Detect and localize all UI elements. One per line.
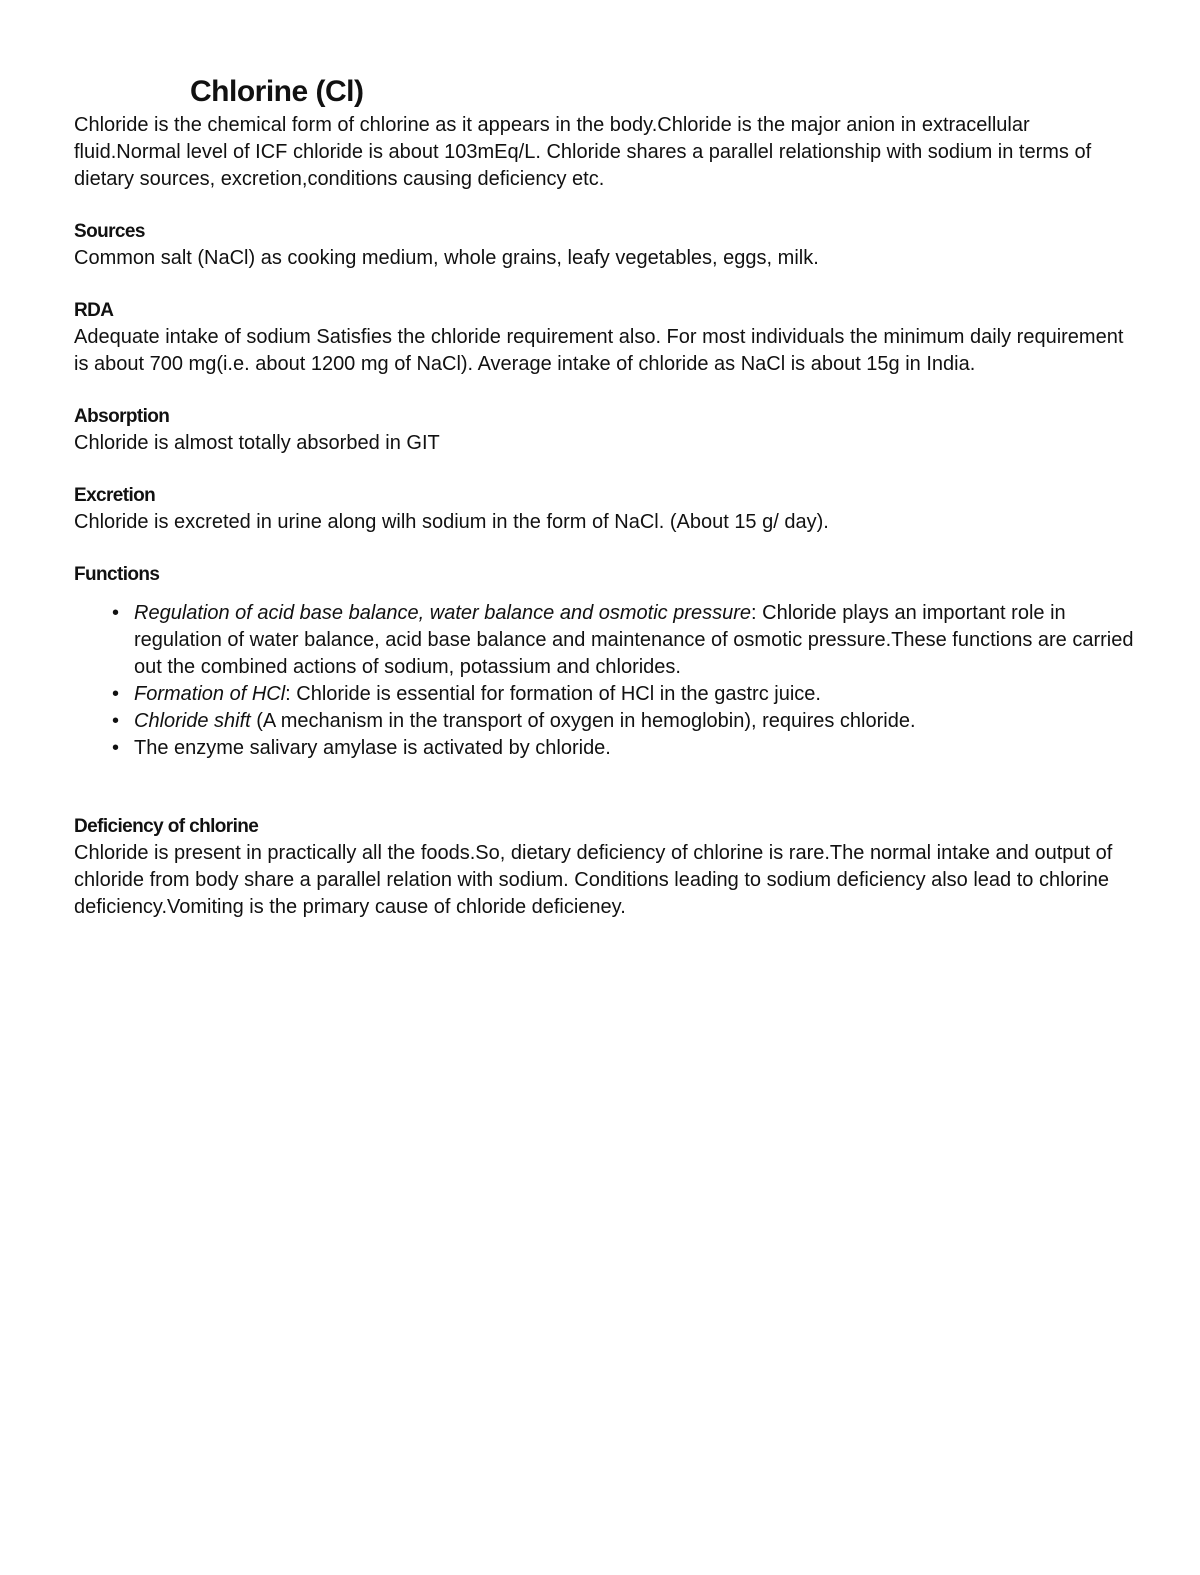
list-item — [112, 708, 1134, 735]
list-item — [112, 735, 1134, 762]
list-item — [112, 600, 1134, 681]
list-item-emphasis: Formation of HCl — [134, 683, 286, 705]
sources-text: Common salt (NaCl) as cooking medium, whole grains, leafy vegetables, eggs, milk. — [74, 247, 819, 269]
functions-heading: Functions — [74, 564, 160, 585]
document-page — [74, 72, 1134, 921]
bullet-icon: • — [112, 737, 120, 759]
sources-heading: Sources — [74, 221, 145, 242]
absorption-text: Chloride is almost totally absorbed in GIT — [74, 432, 440, 454]
list-item-text: : Chloride is essential for formation of HCl in the gastrc juice. — [285, 683, 821, 705]
rda-section — [74, 298, 1134, 378]
list-item — [112, 681, 1134, 708]
list-item-text: The enzyme salivary amylase is activated by chloride. — [134, 737, 611, 759]
bullet-icon: • — [112, 710, 120, 732]
absorption-section — [74, 404, 1134, 457]
list-item-emphasis: Chloride shift — [134, 710, 251, 732]
functions-list — [74, 600, 1134, 762]
rda-heading: RDA — [74, 300, 114, 321]
excretion-heading: Excretion — [74, 485, 156, 506]
excretion-text: Chloride is excreted in urine along wilh sodium in the form of NaCl. (About 15 g/ day). — [74, 511, 829, 533]
bullet-icon: • — [112, 683, 120, 705]
functions-section — [74, 562, 1134, 762]
bullet-icon: • — [112, 602, 120, 624]
excretion-section — [74, 483, 1134, 536]
absorption-heading: Absorption — [74, 406, 170, 427]
intro-paragraph: Chloride is the chemical form of chlorine as it appears in the body.Chloride is the major anion in extracellular fluid.Normal level of ICF chloride is about 103mEq/L. Chloride shares a parallel relationship with sodium in terms of dietary sources, excretion,conditions causing deficiency etc. — [74, 114, 1092, 190]
deficiency-section — [74, 814, 1134, 921]
rda-text: Adequate intake of sodium Satisfies the chloride requirement also. For most individuals the minimum daily requirement is about 700 mg(i.e. about 1200 mg of NaCl). Average intake of chloride as NaCl is about 15g in India. — [74, 326, 1124, 375]
list-item-emphasis: Regulation of acid base balance, water balance and osmotic pressure — [134, 602, 752, 624]
page-title: Chlorine (Cl) — [190, 75, 364, 108]
deficiency-heading: Deficiency of chlorine — [74, 816, 259, 837]
sources-section — [74, 219, 1134, 272]
list-item-text: : Chloride plays an important role in regulation of water balance, acid base balance and maintenance of osmotic pressure.These functions are carried out the combined actions of sodium, potassium and chlorides. — [134, 602, 1134, 678]
list-item-text: (A mechanism in the transport of oxygen in hemoglobin), requires chloride. — [250, 710, 916, 732]
deficiency-text: Chloride is present in practically all the foods.So, dietary deficiency of chlorine is rare.The normal intake and output of chloride from body share a parallel relation with sodium. Conditions leading to sodium deficiency also lead to chlorine deficiency.Vomiting is the primary cause of chloride deficieney. — [74, 842, 1113, 918]
